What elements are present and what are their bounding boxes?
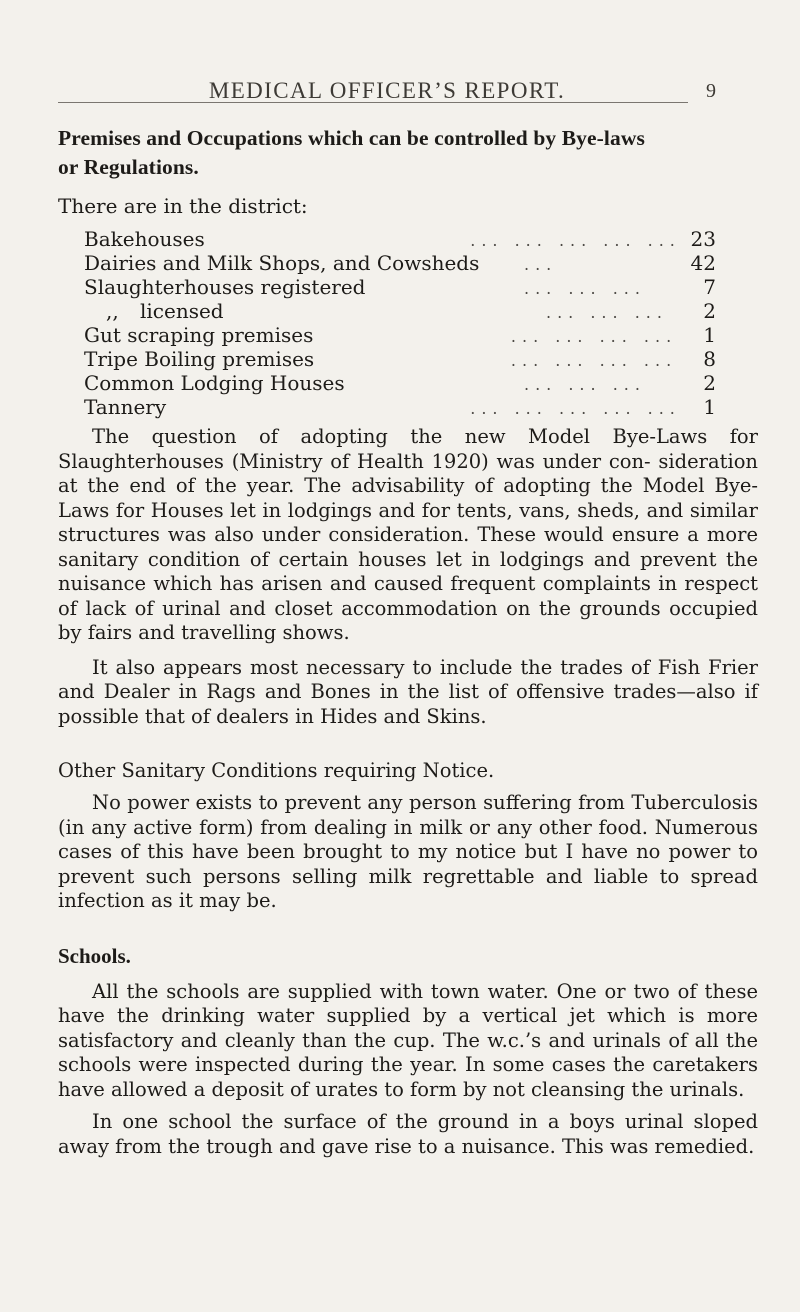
premises-name-ditto	[58, 299, 546, 323]
premises-count: 2	[703, 371, 716, 395]
leader-dots: ... ... ... ... ...	[470, 231, 681, 250]
list-item	[58, 347, 716, 371]
premises-count: 8	[703, 347, 716, 371]
premises-heading	[58, 124, 758, 182]
offensive-trades-paragraph: It also appears most necessary to include the trades of Fish Frier and Dealer in Rags and Bones in the list of offensive trades—also if possible that of dealers in Hides and Skins.	[58, 655, 758, 728]
premises-intro: There are in the district:	[58, 194, 308, 218]
sanitary-heading: Other Sanitary Conditions requiring Notice.	[58, 759, 495, 782]
header-title: MEDICAL OFFICER’S REPORT.	[208, 78, 566, 103]
schools-heading: Schools.	[58, 943, 131, 968]
page-number: 9	[706, 80, 716, 102]
ditto-mark: ,,	[106, 299, 119, 323]
premises-name: Common Lodging Houses	[84, 371, 345, 395]
list-item	[58, 371, 716, 395]
premises-count: 1	[703, 395, 716, 419]
schools-water-paragraph: All the schools are supplied with town water. One or two of these have the drinking water supplied by a vertical jet which is more satisfactory and cleanly than the cup. The w.c.’s and urinals of all the schools were inspected during the year. In some cases the caretakers have allowed a deposit of urates to form by not cleansing the urinals.	[58, 979, 758, 1101]
premises-name: licensed	[140, 299, 224, 323]
leader-dots: ... ... ... ...	[510, 327, 678, 346]
premises-name: Slaughterhouses registered	[84, 275, 366, 299]
premises-name: Gut scraping premises	[84, 323, 314, 347]
leader-dots: ... ... ... ... ...	[470, 399, 681, 418]
bye-laws-paragraph: The question of adopting the new Model Bye-Laws for Slaughterhouses (Ministry of Health 1920) was under con- sideration at the end of the year. The advisability of adopting the Model Bye-Laws for Houses let in lodgings and for tents, vans, sheds, and similar structures was also under consideration. These would ensure a more sanitary condition of certain houses let in lodgings and prevent the nuisance which has arisen and caused frequent complaints in respect of lack of urinal and closet accommodation on the grounds occupied by fairs and travelling shows.	[58, 425, 758, 644]
schools-urinal-paragraph: In one school the surface of the ground in a boys urinal sloped away from the trough and gave rise to a nuisance. This was remedied.	[58, 1110, 758, 1158]
list-item	[58, 323, 716, 347]
page-content	[58, 124, 758, 1159]
leader-dots: ...	[524, 255, 558, 274]
list-item	[58, 299, 716, 323]
list-item	[58, 275, 716, 299]
premises-count: 1	[703, 323, 716, 347]
leader-dots: ... ... ... ...	[510, 351, 678, 370]
leader-dots: ... ... ...	[524, 375, 646, 394]
premises-heading-line1: Premises and Occupations which can be controlled by Bye-laws	[58, 126, 645, 150]
premises-count: 23	[690, 227, 716, 251]
premises-heading-line2: or Regulations.	[58, 155, 199, 179]
list-item	[58, 395, 716, 419]
tuberculosis-paragraph: No power exists to prevent any person suffering from Tuberculosis (in any active form) from dealing in milk or any other food. Numerous cases of this have been brought to my notice but I have no power to prevent such persons selling milk regrettable and liable to spread infection as it may be.	[58, 791, 758, 912]
premises-count: 7	[703, 275, 716, 299]
page-header	[58, 78, 716, 106]
leader-dots: ... ... ...	[546, 303, 668, 322]
premises-name: Tripe Boiling premises	[84, 347, 315, 371]
premises-name: Tannery	[84, 395, 167, 419]
list-item	[58, 227, 716, 251]
premises-name: Dairies and Milk Shops, and Cowsheds	[84, 251, 480, 275]
premises-list	[58, 227, 716, 419]
premises-count: 42	[690, 251, 716, 275]
premises-name: Bakehouses	[84, 227, 205, 251]
premises-count: 2	[703, 299, 716, 323]
leader-dots: ... ... ...	[524, 279, 646, 298]
list-item	[58, 251, 716, 275]
